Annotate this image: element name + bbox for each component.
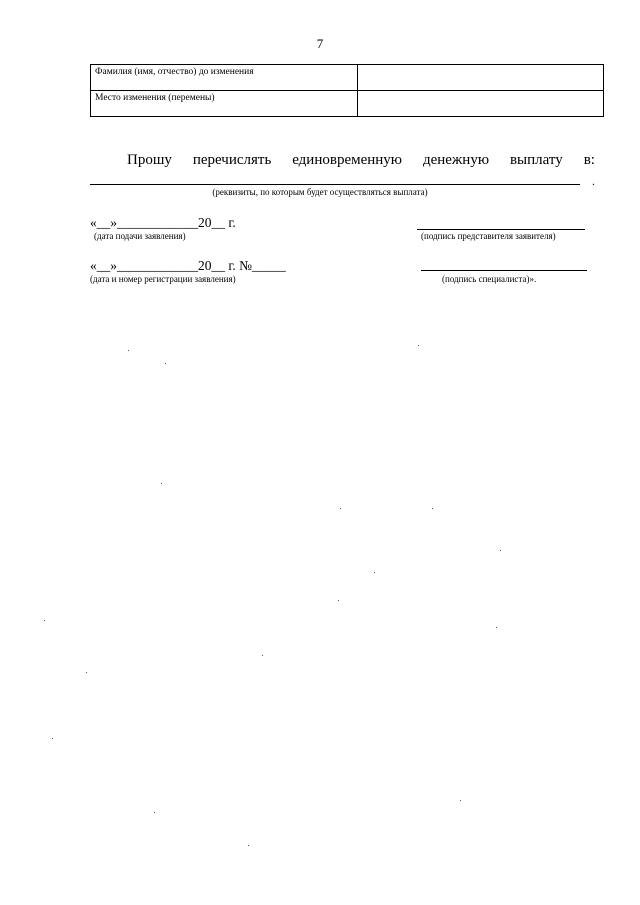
scan-speck [86, 672, 87, 673]
scan-speck [496, 627, 497, 628]
scan-speck [418, 345, 419, 346]
info-table [90, 64, 604, 117]
table-cell-label: Фамилия (имя, отчество) до изменения [91, 65, 358, 91]
table-cell-label: Место изменения (перемены) [91, 91, 358, 117]
registration-caption: (дата и номер регистрации заявления) [90, 274, 236, 284]
registration-field[interactable]: «__»____________20__ г. №_____ [90, 258, 286, 273]
request-line [127, 152, 595, 169]
scan-speck [460, 800, 461, 801]
requisites-caption: (реквизиты, по которым будет осуществляться выплата) [212, 187, 428, 197]
request-word: в: [583, 152, 595, 168]
scan-speck [374, 572, 375, 573]
table-cell-value[interactable] [358, 65, 604, 91]
representative-signature-caption: (подпись представителя заявителя) [421, 231, 556, 241]
scan-speck [338, 600, 339, 601]
requisites-line-end: . [592, 174, 595, 188]
specialist-signature-caption: (подпись специалиста)». [442, 274, 537, 284]
request-word: денежную [422, 152, 490, 168]
scan-speck [248, 845, 249, 846]
scan-speck [128, 350, 129, 351]
table-row [91, 91, 604, 117]
application-date-caption: (дата подачи заявления) [94, 231, 186, 241]
scan-speck [165, 363, 166, 364]
request-word: перечислять [192, 152, 272, 168]
table-cell-value[interactable] [358, 91, 604, 117]
scan-speck [154, 812, 155, 813]
table-row [91, 65, 604, 91]
request-word: Прошу [127, 152, 172, 168]
representative-signature-line[interactable] [417, 229, 585, 230]
scan-speck [500, 550, 501, 551]
application-date-field[interactable]: «__»____________20__ г. [90, 215, 236, 230]
request-word: выплату [509, 152, 563, 168]
requisites-field-line[interactable] [90, 184, 580, 185]
scan-speck [340, 508, 341, 509]
request-word: единовременную [292, 152, 403, 168]
scan-speck [161, 483, 162, 484]
scan-speck [44, 620, 45, 621]
scan-speck [52, 738, 53, 739]
specialist-signature-line[interactable] [421, 270, 587, 271]
scan-speck [432, 508, 433, 509]
scan-speck [262, 655, 263, 656]
page-number: 7 [316, 36, 324, 51]
